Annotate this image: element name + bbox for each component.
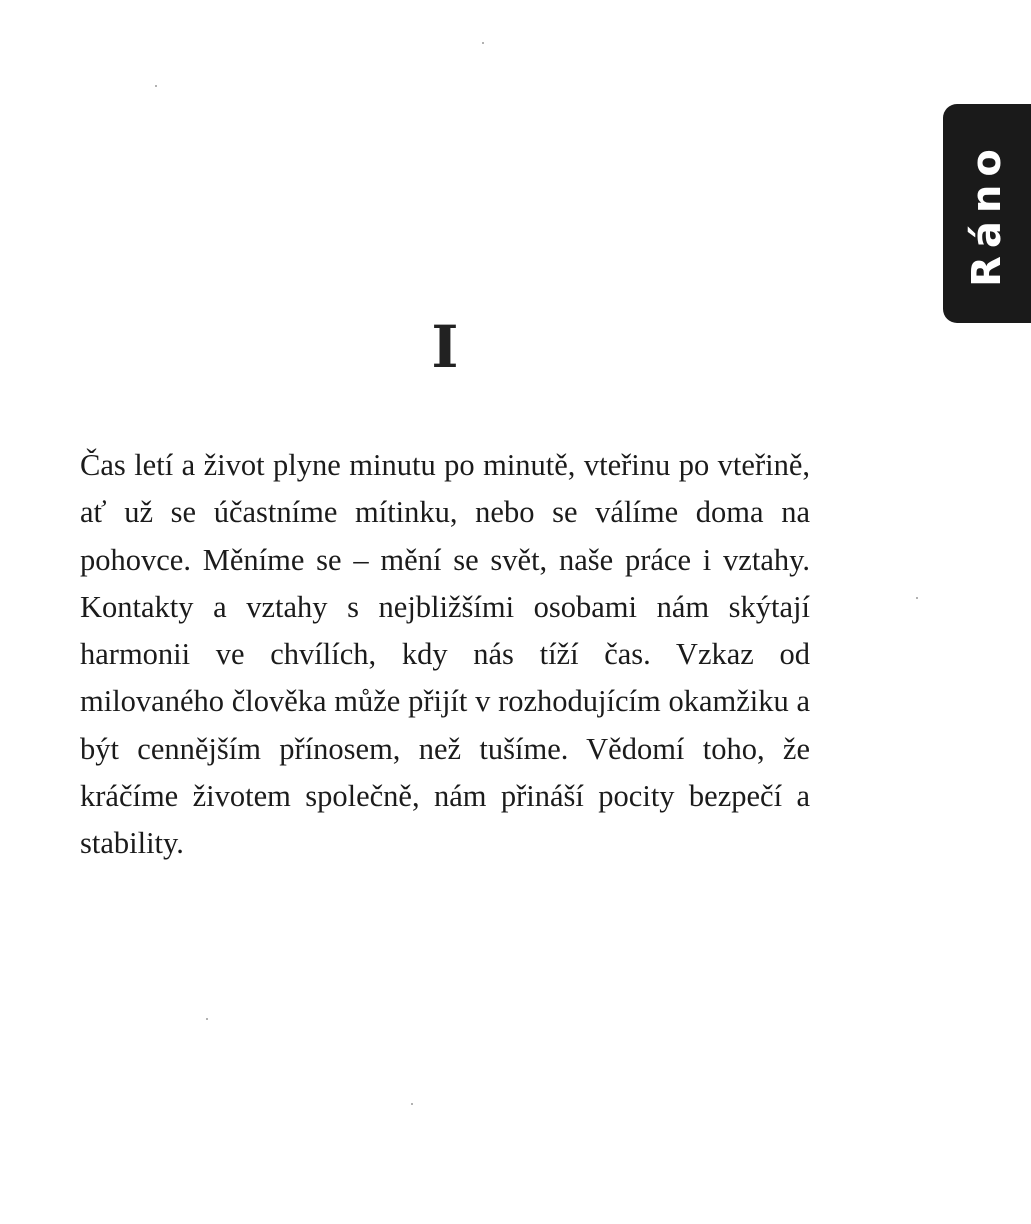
- scan-speck: [411, 1103, 413, 1105]
- scan-speck: [482, 42, 484, 44]
- section-tab: [943, 104, 1031, 323]
- scan-speck: [916, 597, 918, 599]
- scan-speck: [206, 1018, 208, 1020]
- scan-speck: [155, 85, 157, 87]
- chapter-number: I: [431, 313, 459, 381]
- section-tab-label: Ráno: [964, 140, 1010, 287]
- body-paragraph: Čas letí a život plyne minutu po minutě, vteřinu po vteřině, ať už se účastníme mítinku, nebo se válíme doma na pohovce. Měníme se – mění se svět, naše práce i vztahy. Kontakty a vztahy s nejbližšími osobami nám skýtají harmonii ve chvílích, kdy nás tíží čas. Vzkaz od milovaného člověka může přijít v rozhodujícím okamžiku a být cennějším přínosem, než tušíme. Vědomí toho, že kráčíme životem společně, nám přináší pocity bezpečí a stability.: [80, 448, 810, 861]
